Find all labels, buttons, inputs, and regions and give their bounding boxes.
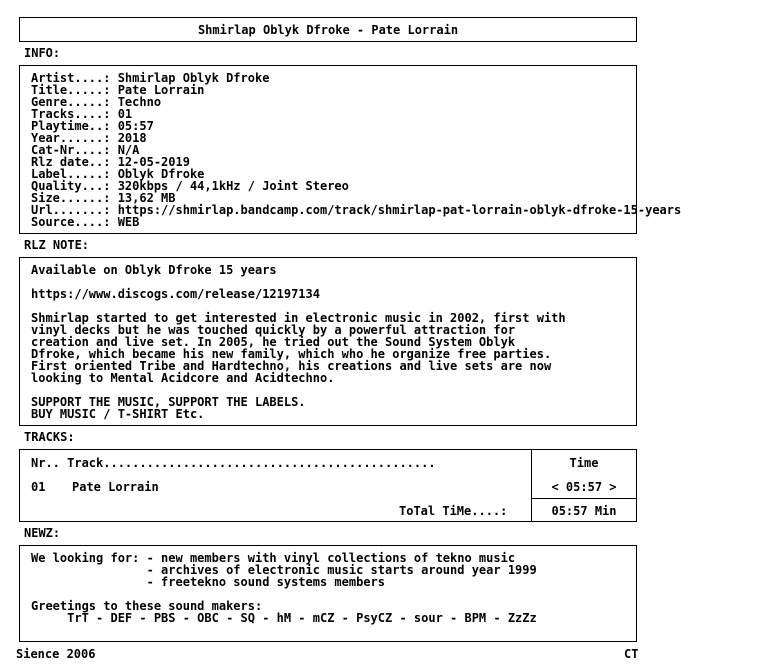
track-title: Pate Lorrain xyxy=(72,480,159,494)
newz-lines xyxy=(31,552,537,624)
info-tracks: Tracks....: 01 xyxy=(31,107,133,121)
note-line: creation and live set. In 2005, he tried out the Sound System Oblyk xyxy=(31,335,516,349)
note-line: Available on Oblyk Dfroke 15 years xyxy=(31,263,277,277)
note-line: looking to Mental Acidcore and Acidtechno. xyxy=(31,371,335,385)
info-playtime: Playtime..: 05:57 xyxy=(31,119,154,133)
note-line: BUY MUSIC / T-SHIRT Etc. xyxy=(31,407,205,421)
info-rlz-date: Rlz date..: 12-05-2019 xyxy=(31,155,190,169)
total-time-value: 05:57 Min xyxy=(551,504,617,518)
note-line: vinyl decks but he was touched quickly by a powerful attraction for xyxy=(31,323,516,337)
info-section-label: INFO: xyxy=(24,46,61,60)
note-box xyxy=(19,257,637,426)
info-cat-nr: Cat-Nr....: N/A xyxy=(31,143,140,157)
total-time-label: ToTal TiMe....: xyxy=(399,504,508,518)
info-lines xyxy=(31,72,681,228)
newz-section-label: NEWZ: xyxy=(24,526,61,540)
info-source: Source....: WEB xyxy=(31,215,140,229)
newz-box xyxy=(19,545,637,642)
release-title: Shmirlap Oblyk Dfroke - Pate Lorrain xyxy=(197,23,459,37)
track-nr: 01 xyxy=(31,480,46,494)
title-box xyxy=(19,17,637,42)
info-size: Size......: 13,62 MB xyxy=(31,191,176,205)
info-quality: Quality...: 320kbps / 44,1kHz / Joint Stereo xyxy=(31,179,349,193)
tracks-section-label: TRACKS: xyxy=(24,430,75,444)
note-line: First oriented Tribe and Hardtechno, his creations and live sets are now xyxy=(31,359,552,373)
info-url[interactable]: Url.......: https://shmirlap.bandcamp.com/track/shmirlap-pat-lorrain-oblyk-dfroke-15-years xyxy=(31,203,682,217)
tracks-table xyxy=(19,449,637,522)
time-column-header: Time xyxy=(569,456,599,470)
info-year: Year......: 2018 xyxy=(31,131,147,145)
row-divider xyxy=(531,498,636,499)
note-section-label: RLZ NOTE: xyxy=(24,238,90,252)
footer-since: Sience 2006 xyxy=(16,647,96,661)
newz-line: - archives of electronic music starts around year 1999 xyxy=(31,563,537,577)
note-line: Dfroke, which became his new family, which who he organize free parties. xyxy=(31,347,552,361)
newz-line: TrT - DEF - PBS - OBC - SQ - hM - mCZ - PsyCZ - sour - BPM - ZzZz xyxy=(31,611,537,625)
note-line: Shmirlap started to get interested in electronic music in 2002, first with xyxy=(31,311,566,325)
tracks-header: Nr.. Track.............................................. xyxy=(31,456,436,470)
info-title: Title.....: Pate Lorrain xyxy=(31,83,205,97)
info-genre: Genre.....: Techno xyxy=(31,95,162,109)
footer-signature: CT xyxy=(624,647,639,661)
track-time: < 05:57 > xyxy=(551,480,617,494)
newz-line: We looking for: - new members with vinyl collections of tekno music xyxy=(31,551,516,565)
info-label: Label.....: Oblyk Dfroke xyxy=(31,167,205,181)
note-discogs-link[interactable]: https://www.discogs.com/release/12197134 xyxy=(31,287,320,301)
info-artist: Artist....: Shmirlap Oblyk Dfroke xyxy=(31,71,270,85)
note-line: SUPPORT THE MUSIC, SUPPORT THE LABELS. xyxy=(31,395,306,409)
note-lines xyxy=(31,264,566,420)
newz-line: - freetekno sound systems members xyxy=(31,575,386,589)
newz-line: Greetings to these sound makers: xyxy=(31,599,263,613)
info-box xyxy=(19,65,682,234)
column-divider xyxy=(531,450,532,521)
